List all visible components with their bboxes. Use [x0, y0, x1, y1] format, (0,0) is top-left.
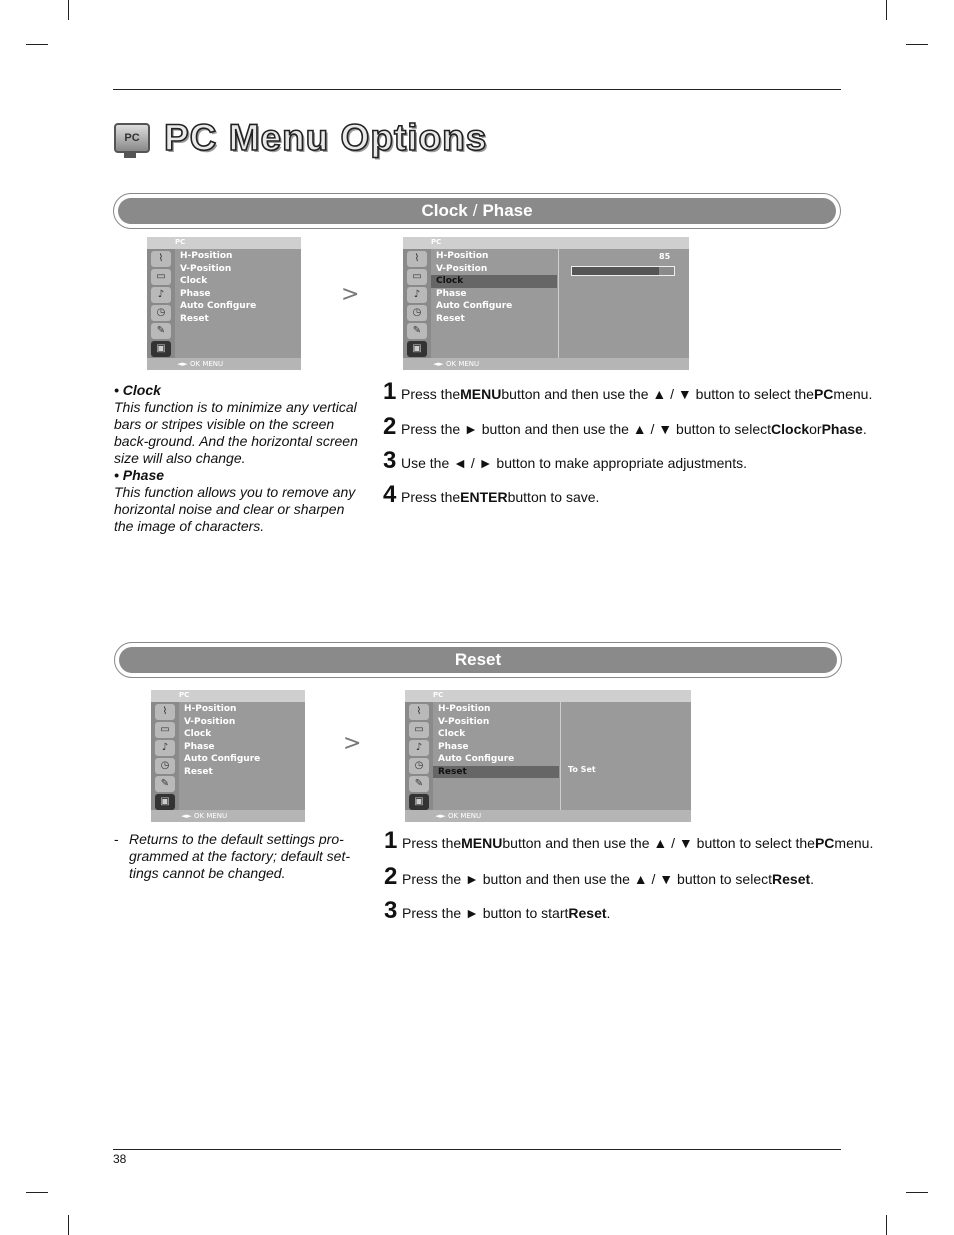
osd-footer: ◄► OK MENU: [405, 810, 691, 822]
crop-mark: [906, 44, 928, 45]
osd-icon-column: [151, 702, 179, 810]
step-bold: ENTER: [460, 489, 508, 505]
step-number: 3: [383, 447, 397, 474]
osd-menu-pc-clock: [403, 237, 689, 370]
band-heading-separator: /: [472, 201, 478, 220]
osd-item-v-position: V-Position: [180, 263, 232, 274]
sound-icon: ♪: [407, 287, 427, 303]
option-icon: ✎: [407, 323, 427, 339]
step-1: [384, 827, 873, 855]
osd-footer: ◄► OK MENU: [403, 358, 689, 370]
osd-item-auto-configure: Auto Configure: [438, 754, 515, 764]
section-band-reset: [114, 642, 842, 678]
step-2: [384, 863, 814, 891]
time-icon: ◷: [407, 305, 427, 321]
step-bold: Phase: [821, 421, 863, 437]
osd-item-phase: Phase: [184, 741, 215, 752]
step-text: or: [809, 421, 822, 437]
pc-monitor-icon: [112, 117, 148, 159]
sound-icon: ♪: [151, 287, 171, 303]
option-icon: ✎: [409, 776, 429, 792]
osd-submenu-panel: [560, 702, 691, 810]
osd-item-v-position: V-Position: [438, 716, 490, 727]
osd-item-clock: Clock: [438, 729, 466, 739]
step-text: menu.: [833, 386, 873, 402]
reset-text: Returns to the default settings pro-grammed at the factory; default set-tings cannot be changed.: [129, 831, 350, 881]
antenna-icon: ⌇: [407, 251, 427, 267]
band-heading-clock: Clock: [421, 201, 468, 220]
picture-icon: ▭: [407, 269, 427, 285]
time-icon: ◷: [155, 758, 175, 774]
picture-icon: ▭: [409, 722, 429, 738]
step-text: Press the ► button and then use the ▲ / ▼ button to select: [402, 871, 773, 887]
picture-icon: ▭: [151, 269, 171, 285]
page-number: 38: [113, 1152, 127, 1166]
pc-icon: ▣: [407, 341, 427, 357]
osd-header: PC: [403, 237, 689, 249]
step-number: 1: [383, 378, 397, 405]
section-band-clock-phase: [113, 193, 841, 229]
step-1: [383, 378, 872, 406]
step-number: 2: [384, 863, 398, 890]
antenna-icon: ⌇: [151, 251, 171, 267]
step-text: menu.: [834, 835, 874, 851]
osd-item-h-position: H-Position: [438, 704, 491, 714]
pc-icon: ▣: [155, 794, 175, 810]
osd-footer: ◄► OK MENU: [151, 810, 305, 822]
osd-item-v-position: V-Position: [436, 263, 488, 274]
step-number: 3: [384, 897, 398, 924]
step-text: .: [810, 871, 815, 887]
osd-icon-column: [403, 249, 431, 358]
step-text: button and then use the ▲ / ▼ button to select the: [502, 835, 815, 851]
osd-header: PC: [405, 690, 691, 702]
pc-icon: ▣: [151, 341, 171, 357]
osd-item-phase: Phase: [436, 288, 467, 299]
osd-item-reset: Reset: [180, 313, 209, 324]
osd-item-clock-selected: Clock: [431, 275, 557, 288]
step-text: Press the: [402, 835, 462, 851]
osd-item-auto-configure: Auto Configure: [180, 301, 257, 311]
osd-icon-column: [147, 249, 175, 358]
step-number: 1: [384, 827, 398, 854]
dash-bullet: -: [114, 831, 119, 847]
pc-icon: ▣: [409, 794, 429, 810]
osd-item-h-position: H-Position: [184, 704, 237, 714]
step-bold: Reset: [568, 905, 607, 921]
osd-item-clock: Clock: [180, 276, 208, 286]
step-bold: MENU: [460, 386, 502, 402]
osd-header: PC: [147, 237, 301, 249]
osd-item-reset: Reset: [184, 766, 213, 777]
step-text: .: [606, 905, 611, 921]
time-icon: ◷: [151, 305, 171, 321]
step-text: Press the ► button and then use the ▲ / ▼ button to select: [401, 421, 772, 437]
clock-adjust-bar: [571, 266, 675, 276]
step-text: Press the ► button to start: [402, 905, 569, 921]
osd-submenu-panel: [558, 249, 689, 358]
crop-mark: [68, 1215, 69, 1235]
antenna-icon: ⌇: [155, 704, 175, 720]
step-number: 2: [383, 413, 397, 440]
step-4: [383, 481, 599, 509]
step-bold: PC: [814, 835, 835, 851]
step-bold: Reset: [772, 871, 811, 887]
osd-header: PC: [151, 690, 305, 702]
step-text: Use the ◄ / ► button to make appropriate adjustments.: [401, 455, 748, 471]
clock-adjust-bar-fill: [572, 267, 659, 275]
osd-menu-pc-reset: [405, 690, 691, 822]
step-text: button and then use the ▲ / ▼ button to select the: [501, 386, 814, 402]
page-title-block: [112, 112, 487, 164]
arrow-icon: >: [341, 282, 360, 307]
osd-icon-column: [405, 702, 433, 810]
reset-description: [114, 831, 354, 882]
step-text: Press the: [401, 386, 461, 402]
crop-mark: [26, 44, 48, 45]
step-2: [383, 413, 867, 441]
step-bold: MENU: [461, 835, 503, 851]
step-bold: Clock: [771, 421, 810, 437]
step-text: Press the: [401, 489, 461, 505]
crop-mark: [906, 1192, 928, 1193]
osd-item-h-position: H-Position: [436, 251, 489, 261]
pc-monitor-icon-label: PC: [114, 123, 150, 153]
band-heading-reset: Reset: [454, 650, 502, 669]
clock-value: 85: [659, 252, 671, 261]
phase-text: This function allows you to remove any horizontal noise and clear or sharpen the image of characters.: [114, 484, 356, 534]
sound-icon: ♪: [409, 740, 429, 756]
sound-icon: ♪: [155, 740, 175, 756]
osd-item-clock: Clock: [184, 729, 212, 739]
osd-item-phase: Phase: [180, 288, 211, 299]
osd-item-h-position: H-Position: [180, 251, 233, 261]
step-3: [384, 897, 610, 925]
option-icon: ✎: [151, 323, 171, 339]
crop-mark: [886, 0, 887, 20]
osd-footer: ◄► OK MENU: [147, 358, 301, 370]
crop-mark: [886, 1215, 887, 1235]
bottom-rule: [113, 1149, 841, 1150]
page-title: PC Menu Options: [164, 117, 488, 158]
band-heading-phase: Phase: [482, 201, 533, 220]
to-set-label: To Set: [568, 765, 596, 774]
step-text: button to save.: [507, 489, 600, 505]
clock-heading: • Clock: [114, 382, 161, 398]
step-text: .: [862, 421, 867, 437]
osd-item-reset-selected: Reset: [433, 766, 559, 779]
clock-phase-description: [114, 382, 358, 535]
crop-mark: [68, 0, 69, 20]
picture-icon: ▭: [155, 722, 175, 738]
time-icon: ◷: [409, 758, 429, 774]
clock-text: This function is to minimize any vertical bars or stripes visible on the screen back-ground. And the horizontal screen size will also change.: [114, 399, 358, 466]
step-bold: PC: [813, 386, 834, 402]
osd-item-v-position: V-Position: [184, 716, 236, 727]
osd-item-auto-configure: Auto Configure: [184, 754, 261, 764]
crop-mark: [26, 1192, 48, 1193]
option-icon: ✎: [155, 776, 175, 792]
top-rule: [113, 89, 841, 90]
osd-menu-pc: [151, 690, 305, 822]
osd-menu-pc: [147, 237, 301, 370]
step-3: [383, 447, 747, 475]
osd-item-auto-configure: Auto Configure: [436, 301, 513, 311]
phase-heading: • Phase: [114, 467, 165, 483]
arrow-icon: >: [343, 731, 362, 756]
osd-item-reset: Reset: [436, 313, 465, 324]
step-number: 4: [383, 481, 397, 508]
antenna-icon: ⌇: [409, 704, 429, 720]
osd-item-phase: Phase: [438, 741, 469, 752]
